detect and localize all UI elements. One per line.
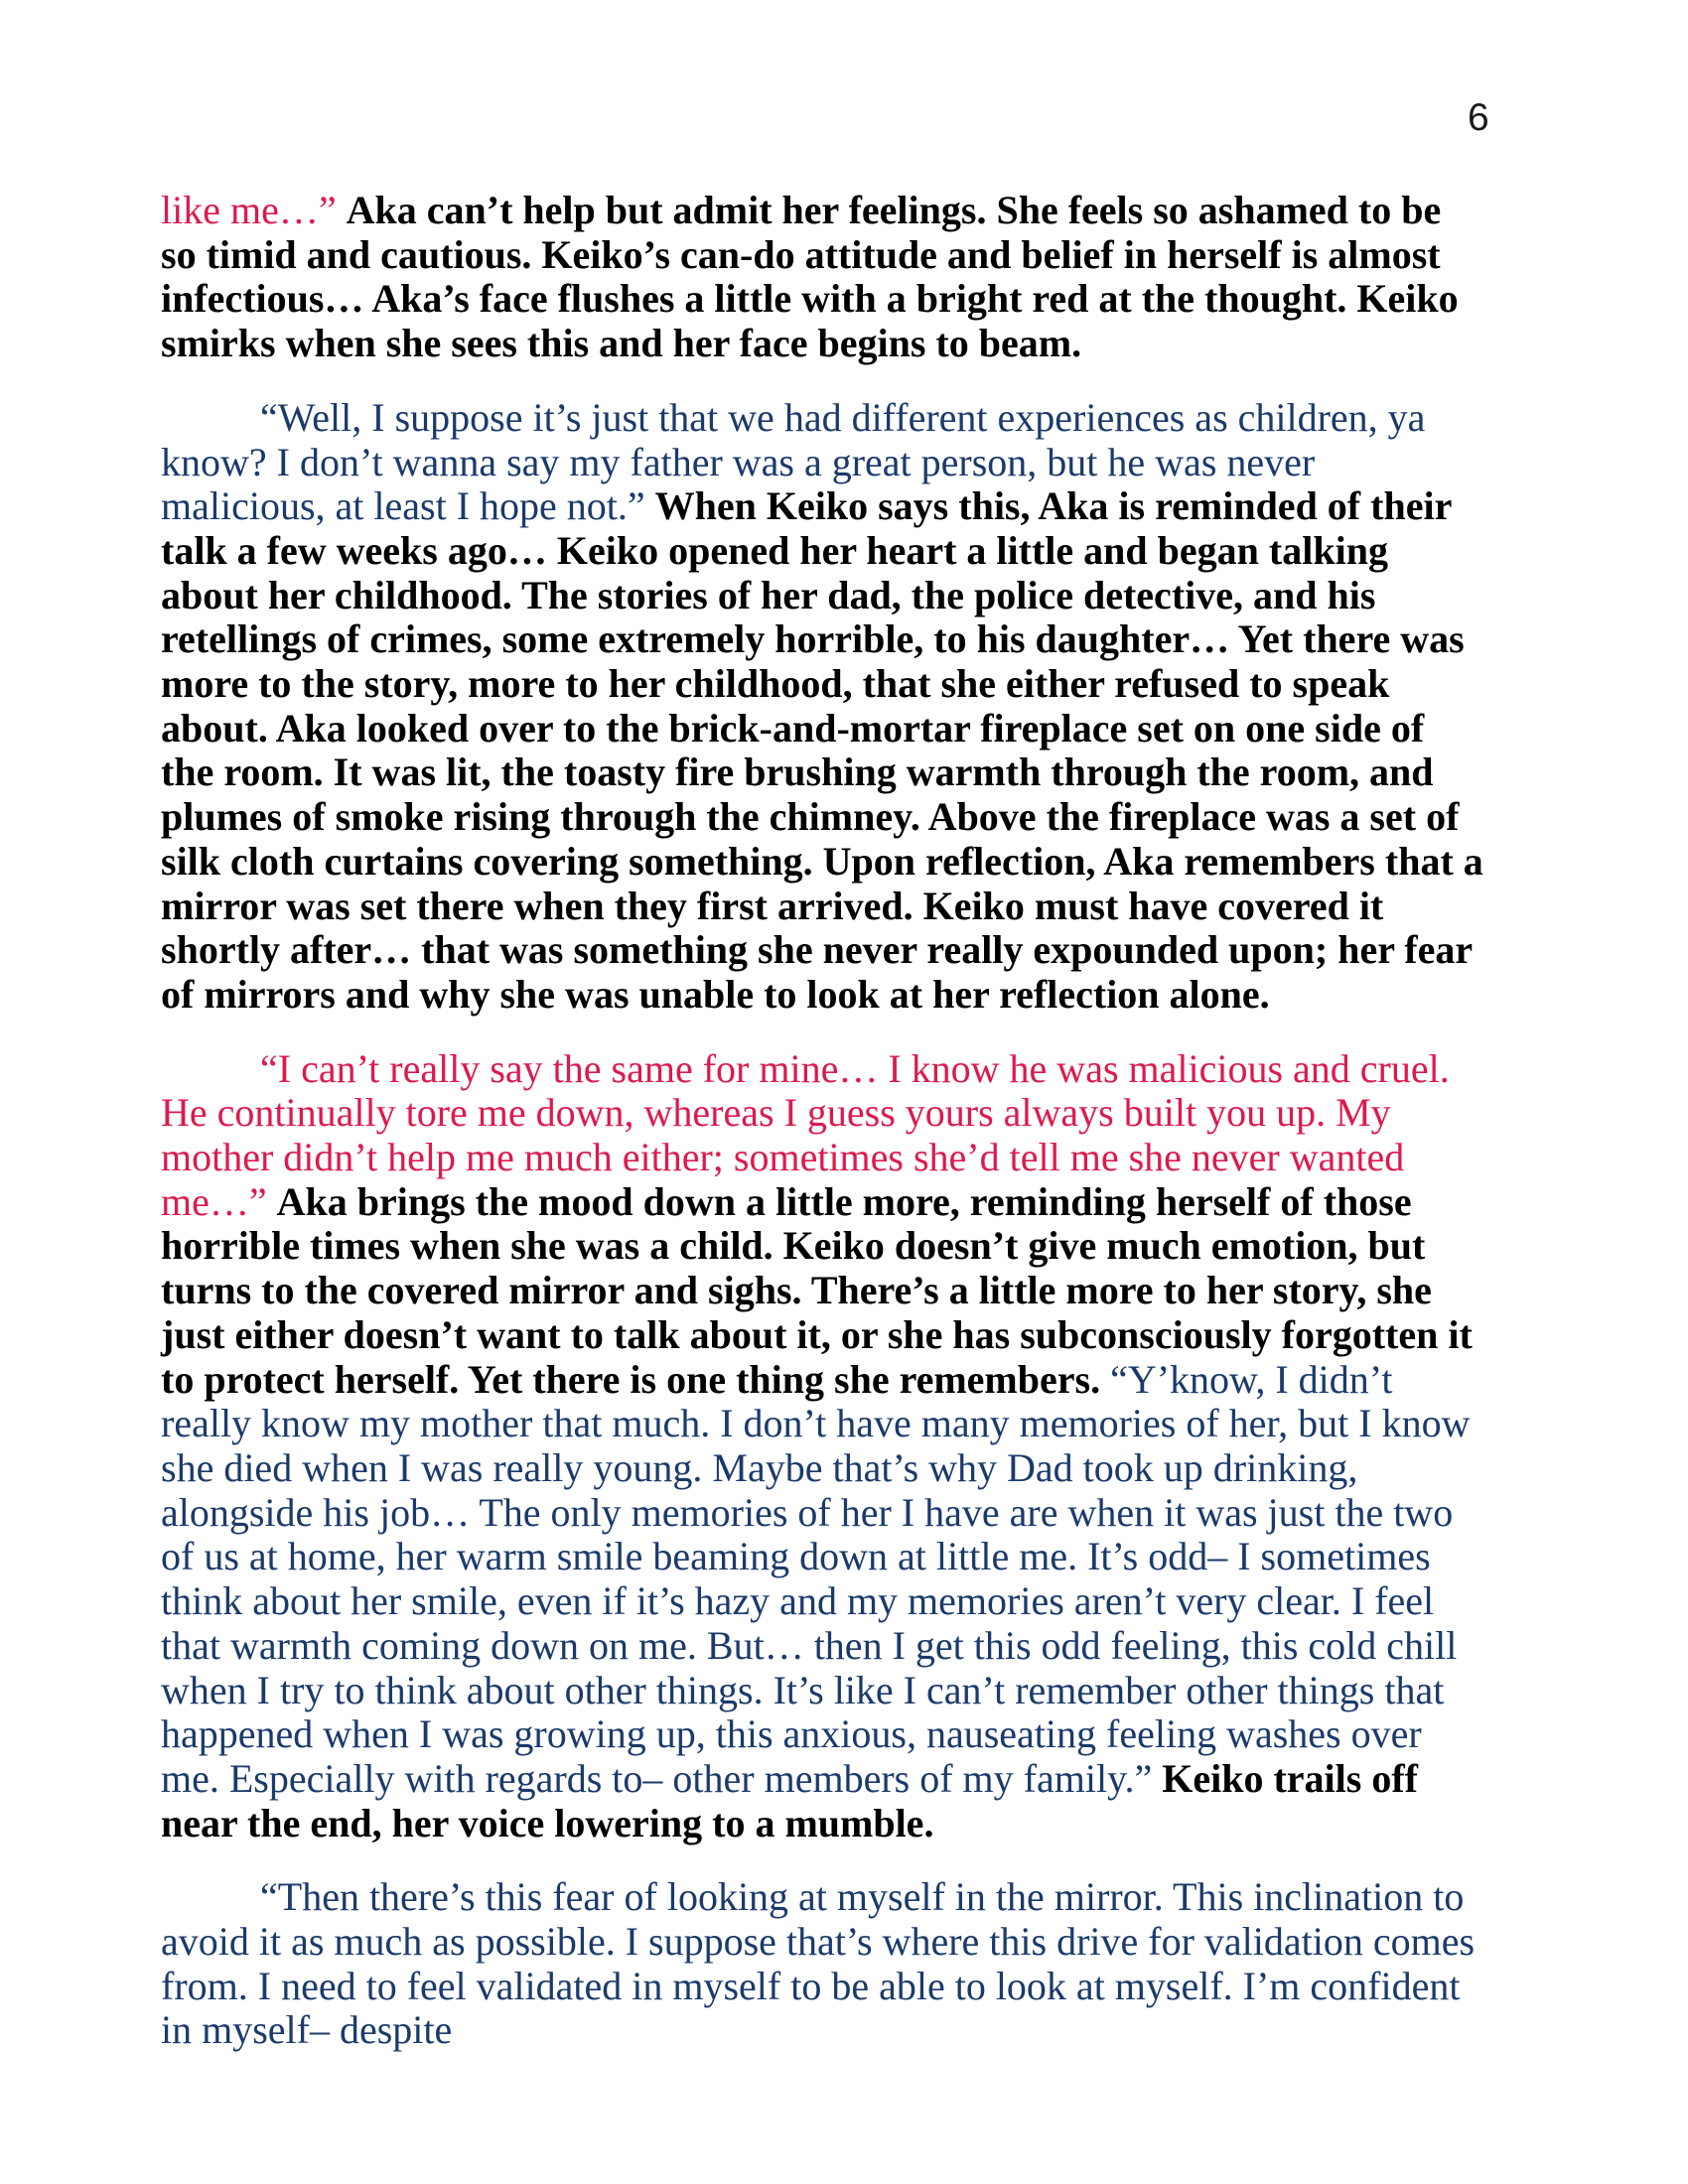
text-run: Aka can’t help but admit her feelings. She feels so ashamed to be so timid and cautious. Keiko’s can-do attitude and belief in herself is almost infectious… Aka’s face flushes a little with a bright red at the thought. Keiko smirks when she sees this and her face begins to beam.	[161, 188, 1459, 366]
document-body	[161, 189, 1483, 2083]
paragraph-1	[161, 189, 1483, 366]
text-run: “Well, I suppose it’s just that we had different experiences as children, ya know? I don’t wanna say my father was a great person, but he was never malicious, at least I hope not.”	[161, 394, 1426, 529]
text-run: Keiko trails off near the end, her voice lowering to a mumble.	[161, 1755, 1418, 1845]
text-run: like me…”	[161, 188, 347, 232]
paragraph-4	[161, 1875, 1483, 2053]
text-run: “Then there’s this fear of looking at myself in the mirror. This inclination to avoid it as much as possible. I suppose that’s where this drive for validation comes from. I need to feel validated in myself to be able to look at myself. I’m confident in myself– despite	[161, 1874, 1476, 2053]
text-run: “Y’know, I didn’t really know my mother that much. I don’t have many memories of her, but I know she died when I was really young. Maybe that’s why Dad took up drinking, alongside his job… The only memories of her I have are when it was just the two of us at home, her warm smile beaming down at little me. It’s odd– I sometimes think about her smile, even if it’s hazy and my memories aren’t very clear. I feel that warmth coming down on me. But… then I get this odd feeling, this cold chill when I try to think about other things. It’s like I can’t remember other things that happened when I was growing up, this anxious, nauseating feeling washes over me. Especially with regards to– other members of my family.”	[161, 1356, 1471, 1801]
page-number: 6	[1468, 96, 1489, 139]
paragraph-2	[161, 396, 1483, 1018]
text-run: When Keiko says this, Aka is reminded of their talk a few weeks ago… Keiko opened her heart a little and began talking about her childhood. The stories of her dad, the police detective, and his retellings of crimes, some extremely horrible, to his daughter… Yet there was more to the story, more to her childhood, that she either refused to speak about. Aka looked over to the brick-and-mortar fireplace set on one side of the room. It was lit, the toasty fire brushing warmth through the room, and plumes of smoke rising through the chimney. Above the fireplace was a set of silk cloth curtains covering something. Upon reflection, Aka remembers that a mirror was set there when they first arrived. Keiko must have covered it shortly after… that was something she never really expounded upon; her fear of mirrors and why she was unable to look at her reflection alone.	[161, 483, 1483, 1017]
text-run: Aka brings the mood down a little more, reminding herself of those horrible times when she was a child. Keiko doesn’t give much emotion, but turns to the covered mirror and sighs. There’s a little more to her story, she just either doesn’t want to talk about it, or she has subconsciously forgotten it to protect herself. Yet there is one thing she remembers.	[161, 1178, 1473, 1402]
paragraph-3	[161, 1047, 1483, 1846]
text-run: “I can’t really say the same for mine… I know he was malicious and cruel. He continually tore me down, whereas I guess yours always built you up. My mother didn’t help me much either; sometimes she’d tell me she never wanted me…”	[161, 1045, 1450, 1224]
